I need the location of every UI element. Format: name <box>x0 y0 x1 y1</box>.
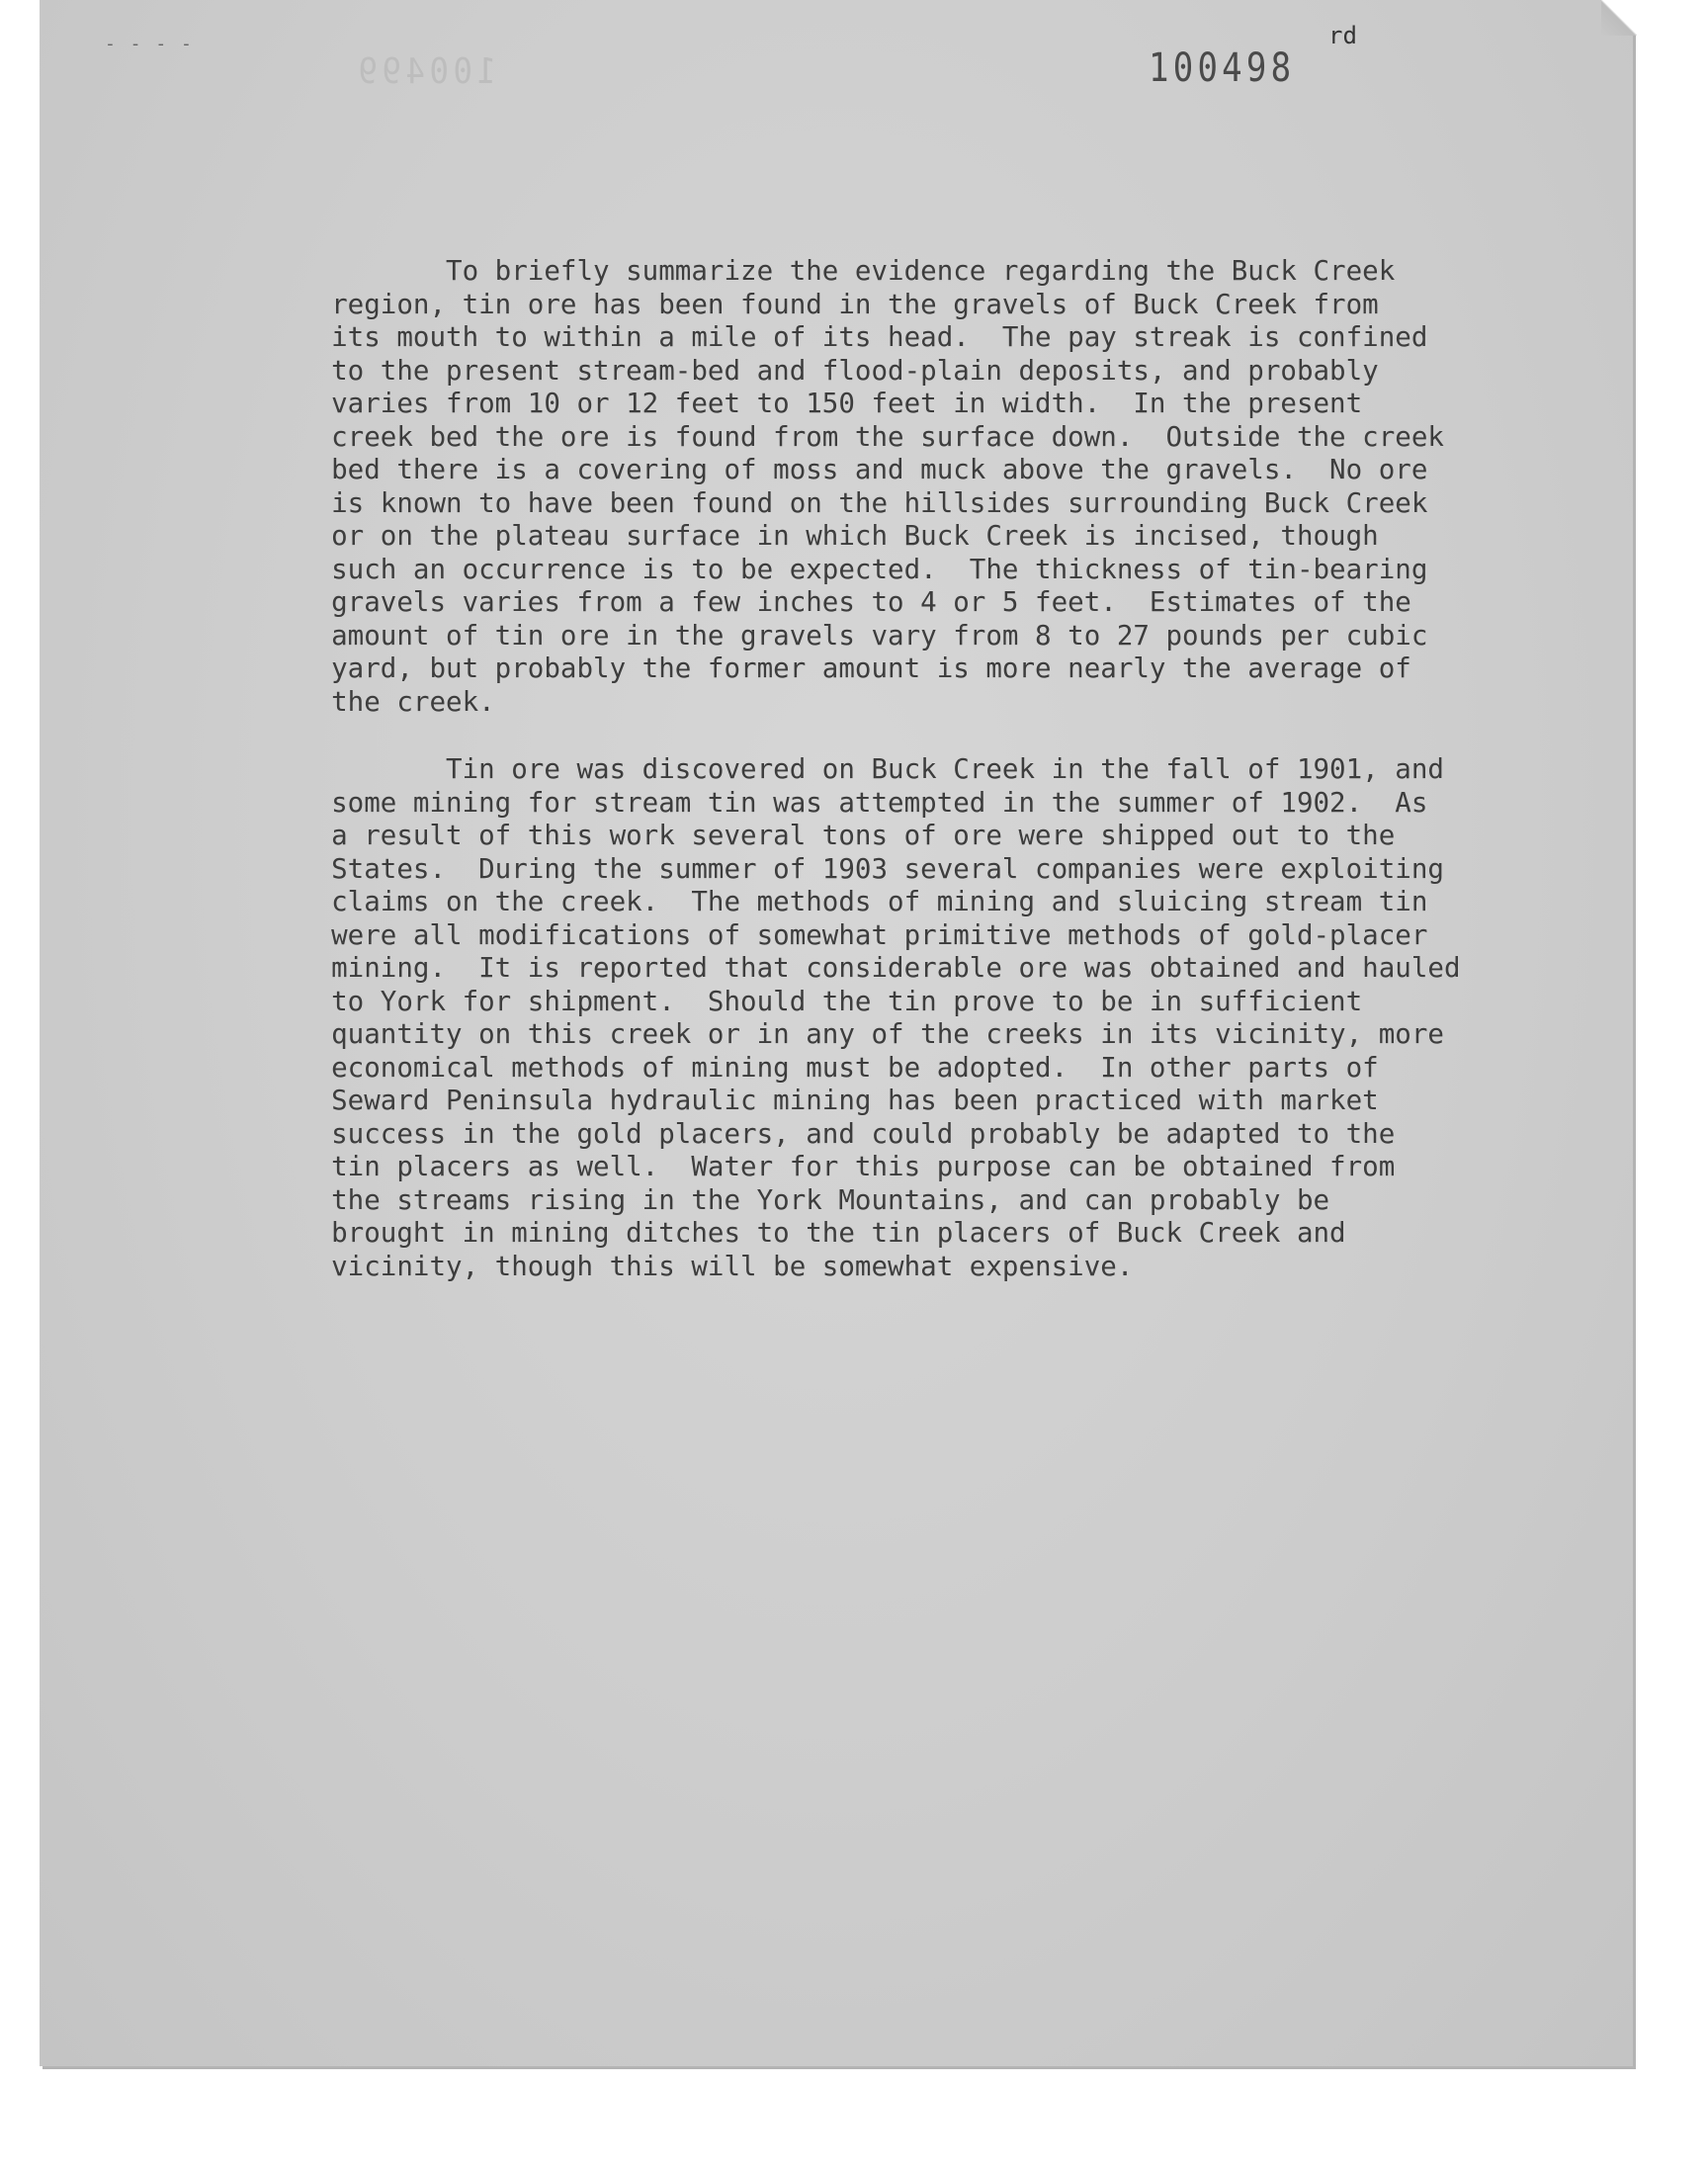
paragraph-history: Tin ore was discovered on Buck Creek in the fall of 1901, and some mining for stream tin was attempted in the summer of 1902. As a result of this work several tons of ore were shipped out to the States. During the summer of 1903 several companies were exploiting claims on the creek. The methods of mining and sluicing stream tin were all modifications of somewhat primitive methods of gold-placer mining. It is reported that considerable ore was obtained and hauled to York for shipment. Should the tin prove to be in sufficient quantity on this creek or in any of the creeks in its vicinity, more economical methods of mining must be adopted. In other parts of Seward Peninsula hydraulic mining has been practiced with market success in the gold placers, and could probably be adapted to the tin placers as well. Water for this purpose can be obtained from the streams rising in the York Mountains, and can probably be brought in mining ditches to the tin placers of Buck Creek and vicinity, though this will be somewhat expensive. <box>331 753 1461 1282</box>
typist-initials: rd <box>1328 22 1357 49</box>
bleed-through-stamp: 100499 <box>354 51 497 92</box>
folded-corner <box>1601 0 1637 36</box>
typewritten-page <box>40 0 1633 2066</box>
page-number-stamp: 100498 <box>1149 45 1296 91</box>
paragraph-summary: To briefly summarize the evidence regarding the Buck Creek region, tin ore has been found in the gravels of Buck Creek from its mouth to within a mile of its head. The pay streak is confined to the present stream-bed and flood-plain deposits, and probably varies from 10 or 12 feet to 150 feet in width. In the present creek bed the ore is found from the surface down. Outside the creek bed there is a covering of moss and muck above the gravels. No ore is known to have been found on the hillsides surrounding Buck Creek or on the plateau surface in which Buck Creek is incised, though such an occurrence is to be expected. The thickness of tin-bearing gravels varies from a few inches to 4 or 5 feet. Estimates of the amount of tin ore in the gravels vary from 8 to 27 pounds per cubic yard, but probably the former amount is more nearly the average of the creek. <box>331 255 1444 718</box>
corner-marks: - - - - <box>105 34 194 54</box>
